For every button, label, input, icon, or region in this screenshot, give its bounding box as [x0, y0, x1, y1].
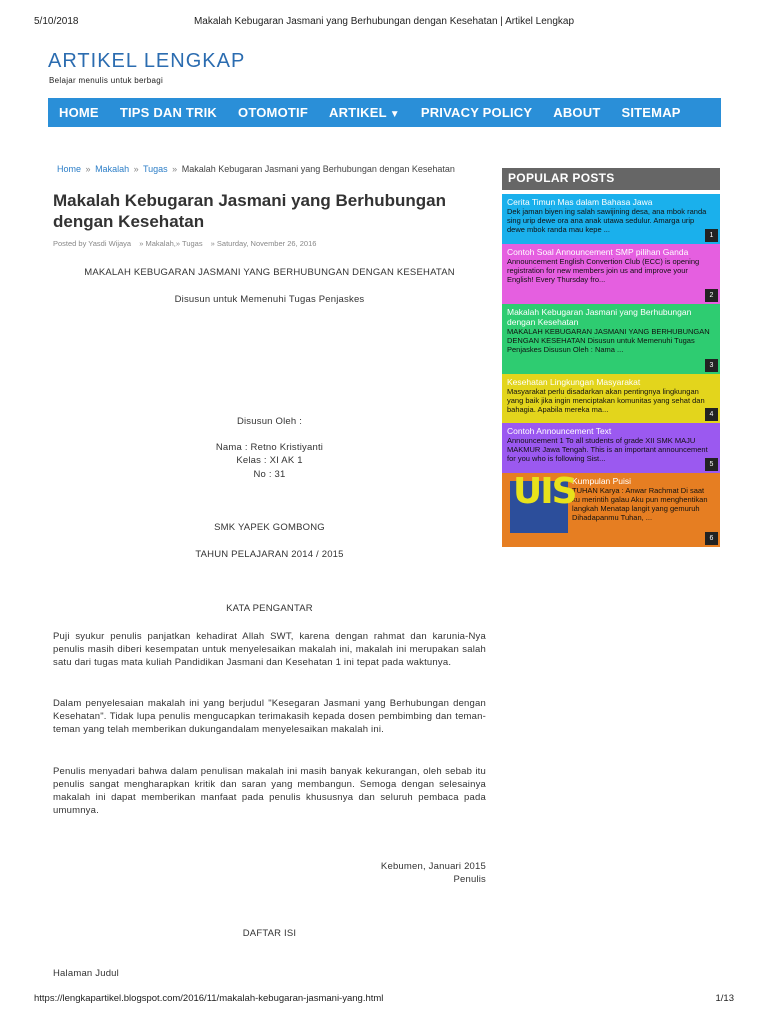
nav-home[interactable]: HOME [59, 105, 99, 120]
doc-daftar-isi: DAFTAR ISI [242, 928, 297, 939]
popular-post-3[interactable] [502, 304, 720, 374]
popular-post-rank: 4 [705, 408, 718, 421]
popular-post-desc: TUHAN Karya : Anwar Rachmat Di saat ku merintih galau Aku pun menghentikan langkah Menatap langit yang gemuruh Dihadapanmu Tuhan, ... [572, 486, 708, 522]
breadcrumb-sep: » [172, 164, 178, 174]
nav-artikel[interactable] [329, 105, 400, 120]
popular-posts-heading: POPULAR POSTS [502, 168, 720, 190]
popular-post-desc: Masyarakat perlu disadarkan akan pentingnya lingkungan yang baik jika ingin menciptakan komunitas yang sehat dan bahagia. Apabila mereka ma... [507, 387, 705, 414]
doc-paragraph-3: Penulis menyadari bahwa dalam penulisan makalah ini masih banyak kekurangan, oleh sebab itu penulis sangat mengharapkan kritik dan saran yang membangun. Semoga dengan selesainya makalah ini dapat memberikan manfaat pada penulis khususnya dan seluruh pembaca pada umumnya. [53, 766, 486, 816]
caret-down-icon: ▼ [389, 109, 400, 120]
doc-disusun-oleh: Disusun Oleh : [236, 416, 303, 427]
print-url: https://lengkapartikel.blogspot.com/2016/11/makalah-kebugaran-jasmani-yang.html [34, 993, 384, 1004]
popular-post-6[interactable] [502, 473, 720, 547]
post-meta [53, 239, 322, 248]
doc-kata-pengantar: KATA PENGANTAR [226, 603, 313, 614]
popular-post-5[interactable] [502, 423, 720, 473]
breadcrumb-makalah[interactable]: Makalah [95, 164, 130, 174]
popular-post-rank: 5 [705, 458, 718, 471]
nav-artikel-label: ARTIKEL [329, 105, 387, 120]
breadcrumb-sep: » [133, 164, 139, 174]
doc-heading: MAKALAH KEBUGARAN JASMANI YANG BERHUBUNGAN DENGAN KESEHATAN [84, 267, 455, 278]
popular-post-title[interactable]: Contoh Soal Announcement SMP pilihan Ganda [507, 247, 689, 257]
doc-school: SMK YAPEK GOMBONG [214, 522, 325, 533]
popular-post-rank: 1 [705, 229, 718, 242]
popular-post-desc: Announcement English Convertion Club (ECC) is opening registration for new members join us and improve your English! Every Thursday fro... [507, 257, 700, 284]
doc-place-date: Kebumen, Januari 2015 [380, 861, 486, 872]
nav-about[interactable]: ABOUT [553, 105, 601, 120]
popular-post-rank: 2 [705, 289, 718, 302]
site-title-link[interactable] [48, 50, 245, 73]
popular-post-rank: 3 [705, 359, 718, 372]
popular-post-4[interactable] [502, 374, 720, 423]
doc-nama: Nama : Retno Kristiyanti [215, 442, 324, 453]
popular-post-title[interactable]: Kesehatan Lingkungan Masyarakat [507, 377, 641, 387]
doc-kelas: Kelas : XI AK 1 [236, 455, 303, 466]
popular-post-2[interactable] [502, 244, 720, 304]
popular-post-rank: 6 [705, 532, 718, 545]
doc-paragraph-1: Puji syukur penulis panjatkan kehadirat Allah SWT, karena dengan rahmat dan karunia-Nya penulis masih diberi kesempatan untuk menyelesaikan makalah ini, makalah ini merupakan salah satu dari tugas mata kuliah Pandidikan Jasmani dan Kesehatan 1 ini tepat pada waktunya. [53, 631, 486, 668]
post-title: Makalah Kebugaran Jasmani yang Berhubungan dengan Kesehatan [53, 191, 446, 231]
breadcrumb-home[interactable]: Home [57, 164, 82, 174]
site-title: ARTIKEL LENGKAP [48, 50, 246, 72]
nav-sitemap[interactable]: SITEMAP [621, 105, 681, 120]
print-title: Makalah Kebugaran Jasmani yang Berhubungan dengan Kesehatan | Artikel Lengkap [193, 16, 575, 27]
popular-post-title[interactable]: Kumpulan Puisi [572, 476, 632, 486]
doc-year: TAHUN PELAJARAN 2014 / 2015 [195, 549, 344, 560]
popular-post-title[interactable]: Makalah Kebugaran Jasmani yang Berhubungan dengan Kesehatan [507, 307, 692, 327]
popular-post-title[interactable]: Contoh Announcement Text [507, 426, 612, 436]
post-labels[interactable]: » Makalah,» Tugas [139, 239, 203, 248]
print-date: 5/10/2018 [34, 16, 79, 27]
post-author[interactable]: Posted by Yasdi Wijaya [53, 239, 132, 248]
popular-post-desc: Announcement 1 To all students of grade XII SMK MAJU MAKMUR Jawa Tengah. This is an important announcement for you who is following Sist... [507, 436, 708, 463]
doc-subheading: Disusun untuk Memenuhi Tugas Penjaskes [174, 294, 365, 305]
nav-tips-dan-trik[interactable]: TIPS DAN TRIK [119, 105, 218, 120]
breadcrumb-current: Makalah Kebugaran Jasmani yang Berhubungan dengan Kesehatan [181, 164, 455, 174]
print-page-number: 1/13 [715, 993, 734, 1004]
breadcrumb-sep: » [85, 164, 91, 174]
print-header [0, 16, 768, 30]
doc-penulis: Penulis [453, 874, 486, 885]
site-tagline: Belajar menulis untuk berbagi [49, 76, 164, 85]
doc-paragraph-2: Dalam penyelesaian makalah ini yang berjudul "Kesegaran Jasmani yang Berhubungan dengan Kesehatan". Tidak lupa penulis mengucapkan terimakasih kepada dosen pembimbing dan teman-teman yang telah memberikan dukungandalam menyelesaikan makalah ini. [53, 698, 486, 735]
thumbnail-logo-text: UIS [513, 473, 576, 512]
popular-post-desc: Dek jaman biyen ing salah sawijining desa, ana mbok randa sing urip dewe ora ana anak utawa sedulur. Amarga urip dewe mbok randa mau kepe ... [507, 207, 707, 234]
popular-post-desc: MAKALAH KEBUGARAN JASMANI YANG BERHUBUNGAN DENGAN KESEHATAN Disusun untuk Memenuhi Tugas Penjaskes Disusun Oleh : Nama ... [507, 327, 710, 354]
popular-post-1[interactable] [502, 194, 720, 244]
breadcrumb [57, 164, 455, 174]
post-date: » Saturday, November 26, 2016 [210, 239, 317, 248]
breadcrumb-tugas[interactable]: Tugas [142, 164, 168, 174]
doc-no: No : 31 [253, 469, 286, 480]
nav-privacy-policy[interactable]: PRIVACY POLICY [420, 105, 533, 120]
popular-post-thumbnail[interactable] [510, 473, 576, 533]
nav-otomotif[interactable]: OTOMOTIF [238, 105, 308, 120]
main-navbar [48, 98, 721, 127]
popular-post-title[interactable]: Cerita Timun Mas dalam Bahasa Jawa [507, 197, 653, 207]
doc-halaman-judul: Halaman Judul [53, 968, 119, 979]
